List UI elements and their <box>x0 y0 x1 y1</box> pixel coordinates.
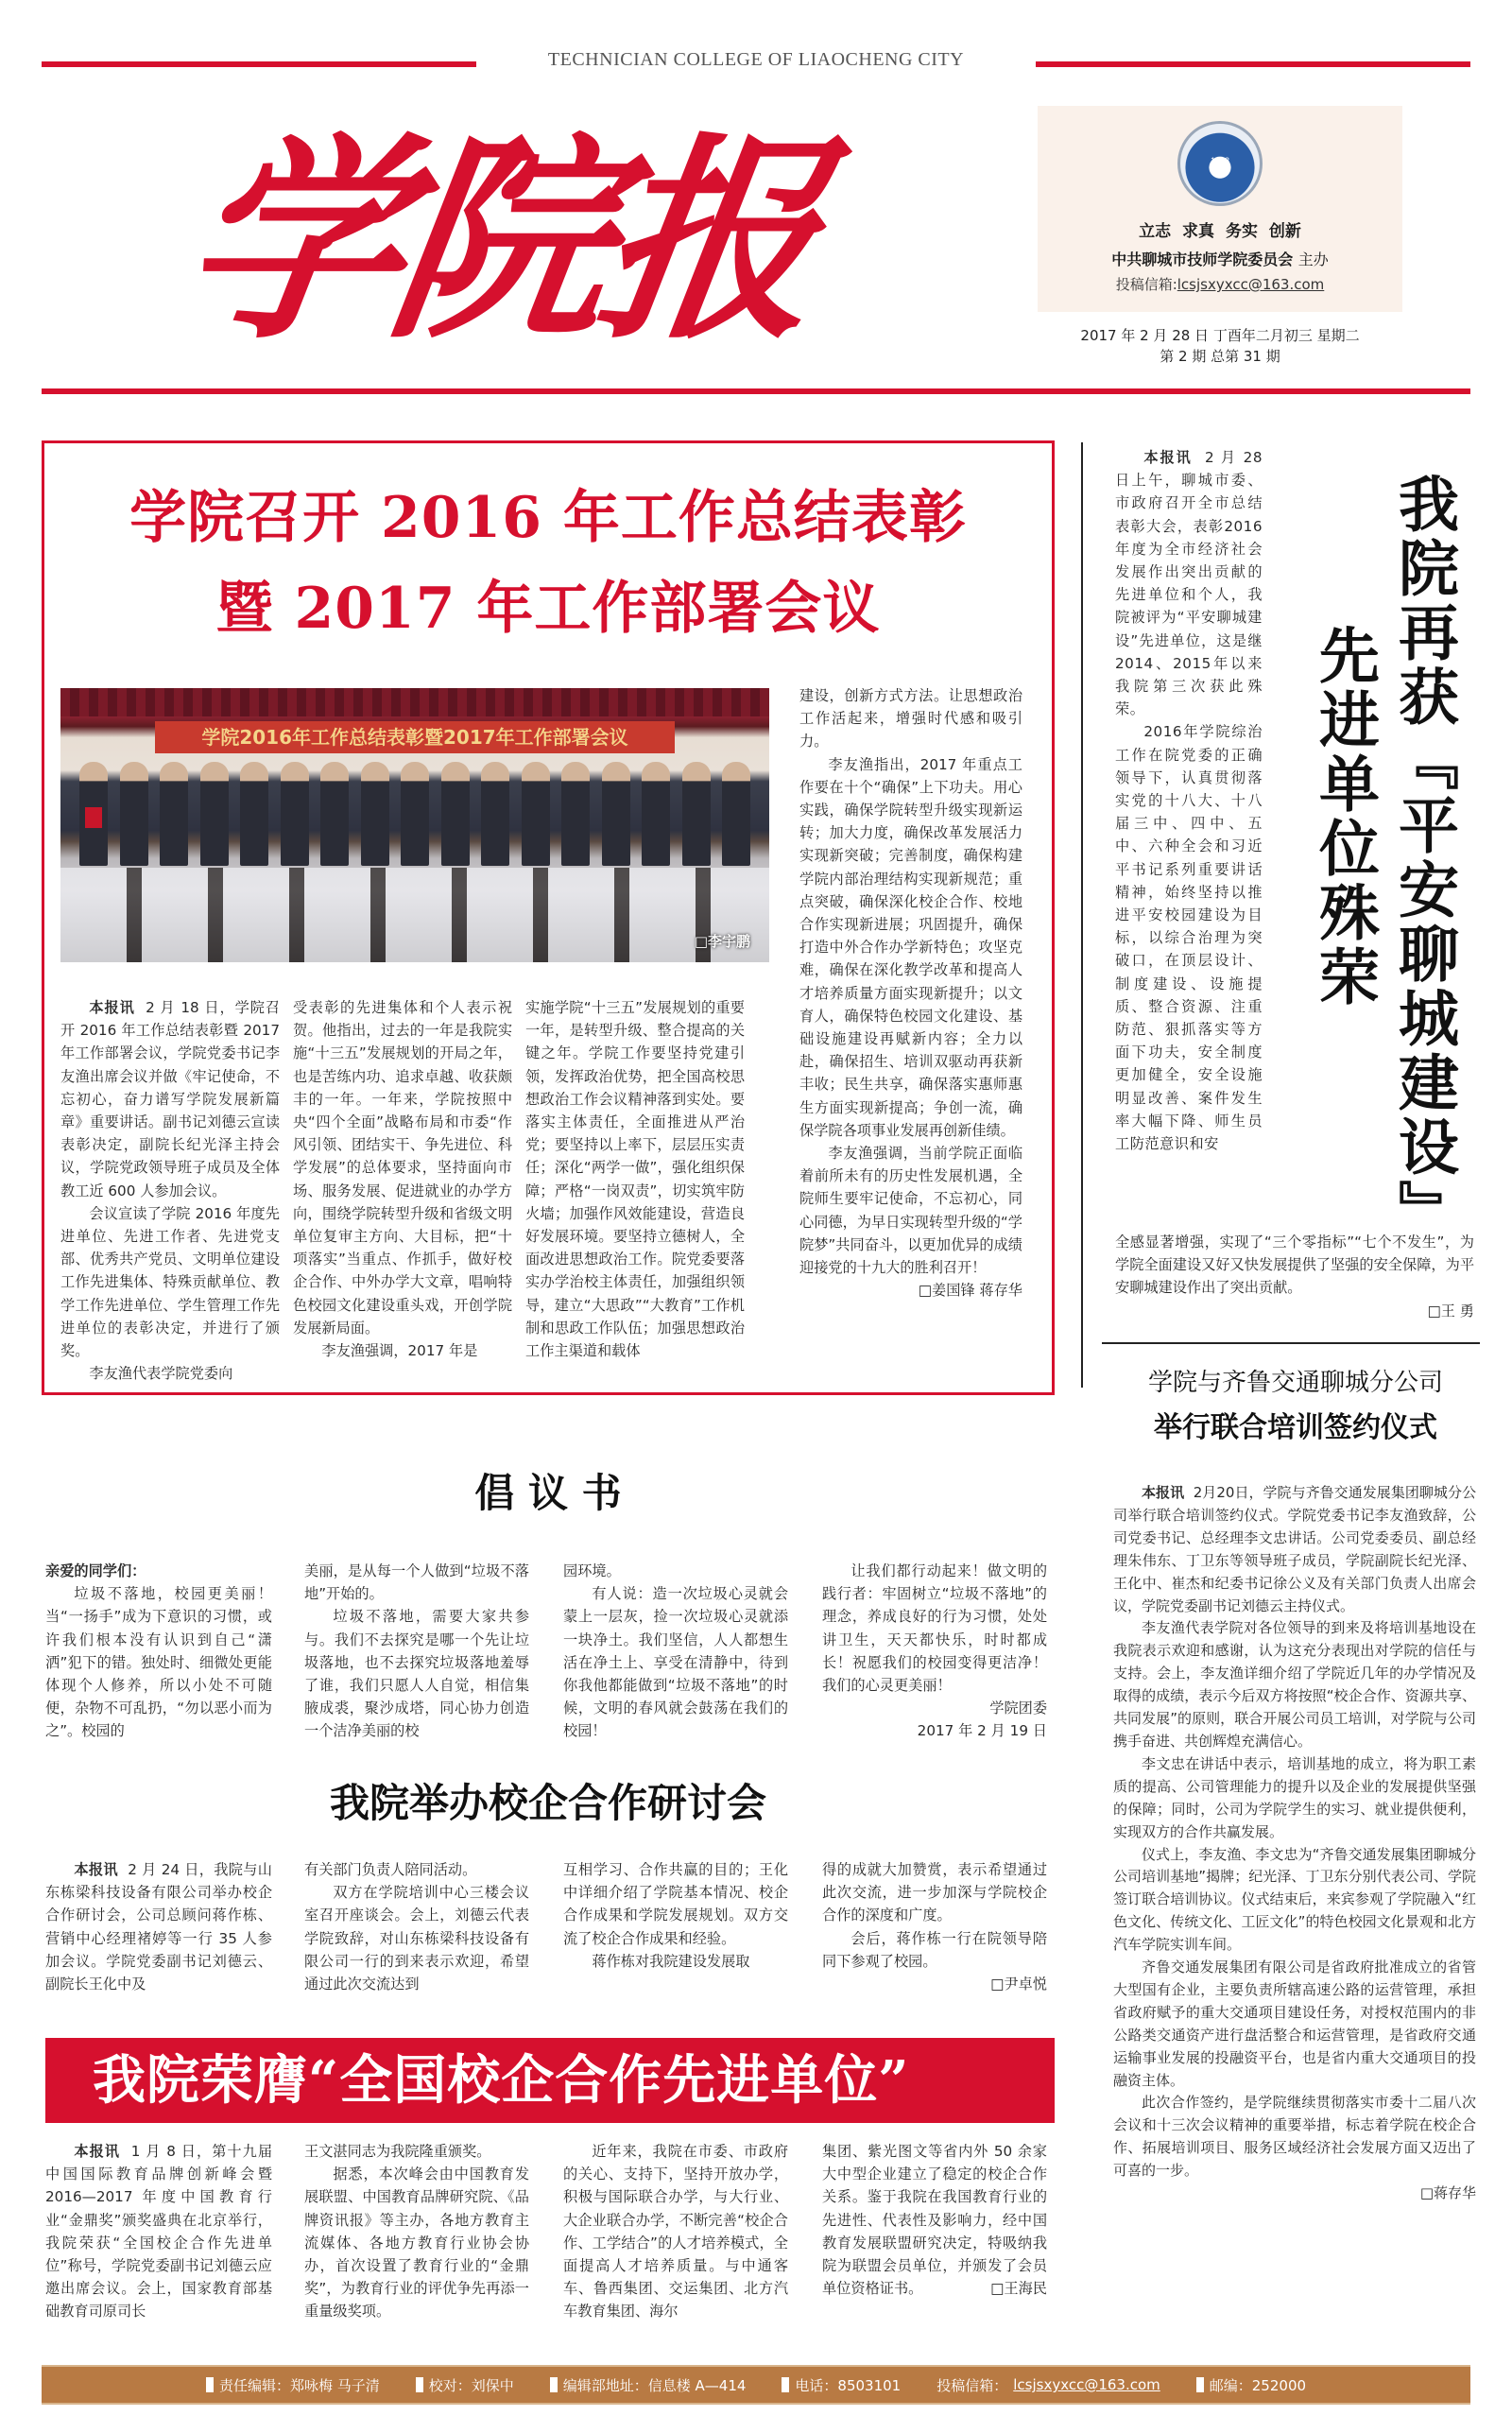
footer-proofreader <box>416 2375 514 2395</box>
masthead-english-name: TECHNICIAN COLLEGE OF LIAOCHENG CITY <box>547 49 965 70</box>
seminar-paragraph: 得的成就大加赞赏，表示希望通过此次交流，进一步加深与学院校企合作的深度和广度。 <box>822 1861 1047 1924</box>
photo-person <box>441 762 470 866</box>
footer-phone-text: 电话：8503101 <box>795 2376 902 2394</box>
proposal-signer: 学院团委 <box>989 1700 1047 1717</box>
sponsor-suffix: 主办 <box>1297 250 1329 268</box>
seminar-paragraph: 互相学习、合作共赢的目的；王化中详细介绍了学院基本情况、校企合作成果和学院发展规划。双方交流了校企合作成果和经验。 <box>563 1861 788 1947</box>
college-seal-icon <box>1177 121 1263 206</box>
photo-person <box>682 762 711 866</box>
award-paragraph <box>45 2140 272 2323</box>
lead-article-paragraph <box>60 996 280 1202</box>
safety-article-text <box>1115 446 1263 1155</box>
proposal-column-4 <box>822 1560 1047 1743</box>
bullet-square-icon <box>206 2377 214 2392</box>
safety-article-byline: □王 勇 <box>1427 1302 1474 1320</box>
safety-paragraph <box>1115 446 1263 720</box>
training-article-text <box>1113 1482 1476 2205</box>
award-column-1 <box>45 2140 272 2323</box>
lead-article-paragraph: 李友渔强调，当前学院正面临着前所未有的历史性发展机遇，全院师生要牢记使命，不忘初心，同心同德，为早日实现转型升级的“学院梦”共同奋斗，以更加优异的成绩迎接党的十九大的胜利召开！ <box>799 1145 1022 1277</box>
footer-address-text: 编辑部地址：信息楼 A—414 <box>562 2376 747 2394</box>
seminar-column-2 <box>304 1858 529 1995</box>
lead-article-column-2 <box>293 996 512 1362</box>
paragraph-text: 2 月 18 日，学院召开 2016 年工作总结表彰暨 2017 年工作部署会议，学院党委书记李友渔出席会议并做《牢记使命，不忘初心，奋力谱写学院发展新篇章》重要讲话。副书记刘德云宣读表彰决定，副院长纪光泽主持会议，学院党政领导班子成员及全体教工近 600 人参加会议。 <box>60 999 280 1199</box>
photo-person <box>160 762 188 866</box>
submission-email-line <box>1038 274 1402 294</box>
lead-article-column-4 <box>799 684 1022 1302</box>
award-column-2 <box>304 2140 529 2323</box>
photo-award-recipients <box>79 762 750 866</box>
safety-paragraph: 2016年学院综治工作在院党委的正确领导下，认真贯彻落实党的十八大、十八届三中、四中、五中、六种全会和习近平书记系列重要讲话精神，始终坚持以推进平安校园建设为目标，以综合治理为突破口，在顶层设计、制度建设、设施提质、整合资源、注重防范、狠抓落实等方面下功夫，安全制度更加健全，安全设施明显改善、案件发生率大幅下降、师生员工防范意识和安 <box>1115 723 1263 1153</box>
bullet-square-icon <box>416 2377 423 2392</box>
right-column-bottom-divider <box>1102 1342 1480 1344</box>
training-title-line-1: 学院与齐鲁交通聊城分公司 <box>1147 1369 1443 1397</box>
seminar-paragraph: 蒋作栋对我院建设发展取 <box>592 1952 750 1970</box>
photo-audience-seats <box>60 868 769 962</box>
photo-person <box>722 762 750 866</box>
award-paragraph: 据悉，本次峰会由中国教育发展联盟、中国教育品牌研究院、《品牌资讯报》等主办，各地方教育主流媒体、各地方教育行业协会协办，首次设置了教育行业的“金鼎奖”，为教育行业的评优争先再添一重量级奖项。 <box>304 2166 529 2321</box>
photo-meeting-banner: 学院2016年工作总结表彰暨2017年工作部署会议 <box>155 721 675 753</box>
masthead-info-box <box>1038 106 1402 312</box>
footer-email-link[interactable]: lcsjsxyxcc@163.com <box>1013 2376 1160 2393</box>
safety-article-title-main: 我院再获『平安聊城建设』 <box>1388 473 1459 1244</box>
right-column-divider <box>1081 442 1083 1388</box>
seminar-column-4 <box>822 1858 1047 1995</box>
lead-article-paragraph: 会议宣读了学院 2016 年度先进单位、先进工作者、先进党支部、优秀共产党员、文明单位建设工作先进集体、特殊贡献单位、教学工作先进单位、学生管理工作先进单位的表彰决定，并进行了颁奖。 <box>60 1204 280 1360</box>
award-paragraph: 王文湛同志为我院隆重颁奖。 <box>304 2143 491 2160</box>
award-paragraph: 近年来，我院在市委、市政府的关心、支持下，坚持开放办学，积极与国际联合办学，与大行业、大企业联合办学，不断完善“校企合作、工学结合”的人才培养模式，全面提高人才培养质量。与中通客车、鲁西集团、交运集团、北方汽车教育集团、海尔 <box>563 2143 788 2321</box>
paragraph-text: 2 月 28 日上午，聊城市委、市政府召开全市总结表彰大会，表彰2016年度为全市经济社会发展作出突出贡献的先进单位和个人，我院被评为“平安聊城建设”先进单位，这是继2014、2015年以来我院第三次获此殊荣。 <box>1115 449 1263 718</box>
email-label: 投稿信箱: <box>1115 276 1177 293</box>
photo-stage-curtain <box>60 688 769 716</box>
proposal-column-2 <box>304 1560 529 1743</box>
seminar-column-1 <box>45 1858 272 1995</box>
photo-person <box>320 762 349 866</box>
logo-title-text: 学院报 <box>168 112 829 369</box>
college-motto: 立志 求真 务实 创新 <box>1139 222 1301 241</box>
proposal-column-3 <box>563 1560 788 1743</box>
proposal-paragraph: 园环境。 <box>563 1562 621 1579</box>
seminar-paragraph <box>45 1858 272 1995</box>
lead-article-paragraph: 李友渔代表学院党委向 <box>89 1365 233 1383</box>
bullet-square-icon <box>550 2377 558 2392</box>
lead-article-paragraph: 李友渔强调，2017 年是 <box>321 1342 478 1360</box>
training-paragraph: 齐鲁交通发展集团有限公司是省政府批准成立的省管大型国有企业，主要负责所辖高速公路的运营管理，承担省政府赋予的重大交通项目建设任务，对授权范围内的非公路类交通资产进行盘活整合和运营管理，是省政府交通运输事业发展的投融资平台，也是省内重大交通项目的投融资主体。 <box>1113 1958 1476 2089</box>
bullet-square-icon <box>782 2377 789 2392</box>
seal-year: 1953 <box>1210 156 1230 165</box>
training-paragraph: 李文忠在讲话中表示，培训基地的成立，将为职工素质的提高、公司管理能力的提升以及企业的发展提供坚强的保障；同时，公司为学院学生的实习、就业提供便利，实现双方的合作共赢发展。 <box>1113 1754 1476 1840</box>
proposal-paragraph: 垃圾不落地，校园更美丽！当“一扬手”成为下意识的习惯，或许我们根本没有认识到自己“潇洒”犯下的错。独处时、细微处更能体现个人修养，所以小处不可随便，杂物不可乱扔，“勿以恶小而为之”。校园的 <box>45 1585 272 1740</box>
paragraph-text: 2 月 24 日，我院与山东栋梁科技设备有限公司举办校企合作研讨会，公司总顾问蒋作栋、营销中心经理褚婷等一行 35 人参加会议。学院党委副书记刘德云、副院长王化中及 <box>45 1861 272 1993</box>
photo-credit: □李宇鹏 <box>694 933 750 950</box>
award-column-4 <box>822 2140 1047 2301</box>
certificate <box>85 807 102 828</box>
lead-article-byline: □姜国锋 蒋存华 <box>918 1282 1022 1300</box>
masthead-top-rule-right <box>1036 61 1470 67</box>
proposal-salutation: 亲爱的同学们： <box>45 1562 146 1579</box>
lead-headline-line-2: 暨 2017 年工作部署会议 <box>215 576 881 642</box>
training-title-line-2: 举行联合培训签约仪式 <box>1154 1411 1437 1444</box>
safety-article-tail <box>1115 1231 1474 1322</box>
sponsor-line <box>1038 248 1402 269</box>
training-paragraph <box>1113 1482 1476 1617</box>
newspaper-logo-title <box>94 85 908 369</box>
award-byline: □王海民 <box>990 2280 1047 2298</box>
proposal-paragraph: 让我们都行动起来！做文明的践行者：牢固树立“垃圾不落地”的理念，养成良好的行为习惯，处处讲卫生，天天都快乐，时时都成长！祝愿我们的校园变得更洁净！我们的心灵更美丽！ <box>822 1562 1047 1695</box>
lead-article-column-3 <box>525 996 745 1362</box>
issue-number: 第 2 期 总第 31 期 <box>1160 348 1280 365</box>
photo-person <box>120 762 148 866</box>
lead-label: 本报讯 <box>74 2143 121 2160</box>
photo-person <box>240 762 268 866</box>
footer-postcode-text: 邮编：252000 <box>1209 2376 1307 2394</box>
meeting-photo <box>60 688 769 962</box>
proposal-column-1 <box>45 1560 272 1743</box>
footer-address <box>550 2375 747 2395</box>
training-paragraph: 仪式上，李友渔、李文忠为“齐鲁交通发展集团聊城分公司培训基地”揭牌；纪光泽、丁卫东分别代表公司、学院签订联合培训协议。仪式结束后，来宾参观了学院融入“红色文化、传统文化、工匠文化”的特色校园文化景观和北方汽车学院实训车间。 <box>1113 1845 1476 1954</box>
photo-person <box>481 762 509 866</box>
photo-person <box>561 762 590 866</box>
lead-article-column-1 <box>60 996 280 1385</box>
issue-date-block <box>1038 325 1402 367</box>
photo-person <box>602 762 630 866</box>
photo-person <box>361 762 389 866</box>
award-title-banner: 我院荣膺“全国校企合作先进单位” <box>45 2038 1055 2123</box>
footer-phone <box>782 2375 901 2395</box>
award-paragraph: 集团、紫光图文等省内外 50 余家大中型企业建立了稳定的校企合作关系。鉴于我院在我国教育行业的先进性、代表性及影响力，经中国教育发展联盟研究决定，特吸纳我院为联盟会员单位，并颁发了会员单位资格证书。 <box>822 2143 1047 2298</box>
masthead-bottom-rule <box>42 388 1470 394</box>
footer-postcode <box>1196 2375 1306 2395</box>
proposal-title: 倡 议 书 <box>474 1470 622 1516</box>
seminar-byline: □尹卓悦 <box>990 1976 1047 1993</box>
footer-email <box>936 2375 1160 2395</box>
proposal-paragraph: 有人说：造一次垃圾心灵就会蒙上一层灰，捡一次垃圾心灵就添一块净土。我们坚信，人人都想生活在净土上、享受在清静中，待到你我他都能做到“垃圾不落地”的时候，文明的春风就会鼓荡在我们的校园！ <box>563 1585 788 1740</box>
paragraph-text: 1 月 8 日，第十九届中国国际教育品牌创新峰会暨 2016—2017 年度中国教育行业“金鼎奖”颁奖盛典在北京举行，我院荣获“全国校企合作先进单位”称号，学院党委副书记刘德云应邀出席会议。会上，国家教育部基础教育司原司长 <box>45 2143 273 2321</box>
lead-article-paragraph: 建设，创新方式方法。让思想政治工作活起来，增强时代感和吸引力。 <box>799 687 1022 751</box>
photo-person <box>522 762 550 866</box>
lead-article-paragraph: 受表彰的先进集体和个人表示祝贺。他指出，过去的一年是我院实施“十三五”发展规划的开局之年，也是苦练内功、追求卓越、收获颇丰的一年。一年来，学院按照中央“四个全面”战略布局和市委“作风引领、团结实干、争先进位、科学发展”的总体要求，坚持面向市场、服务发展、促进就业的办学方向，围绕学院转型升级和省级文明单位复审主方向、大目标，把“十项落实”当重点、作抓手，做好校企合作、中外办学大文章，唱响特色校园文化建设重头戏，开创学院发展新局面。 <box>293 999 512 1337</box>
training-article-byline: □蒋存华 <box>1419 2184 1476 2202</box>
photo-person <box>642 762 670 866</box>
lead-article-headline <box>42 473 1055 654</box>
lead-article-paragraph: 实施学院“十三五”发展规划的重要一年，是转型升级、整合提高的关键之年。学院工作要坚持党建引领，发挥政治优势，把全国高校思想政治工作会议精神落到实处。要落实主体责任，全面推进从严治党；要坚持以上率下，层层压实责任；深化“两学一做”，强化组织保障；严格“一岗双责”，切实筑牢防火墙；加强作风效能建设，营造良好发展环境。要坚持立德树人，全面改进思想政治工作。院党委要落实办学治校主体责任，加强组织领导，建立“大思政”“大教育”工作机制和思政工作队伍；加强思想政治工作主渠道和载体 <box>525 999 745 1360</box>
proposal-paragraph: 美丽，是从每一个人做到“垃圾不落地”开始的。 <box>304 1562 529 1603</box>
bullet-square-icon <box>1196 2377 1204 2392</box>
colophon-footer <box>42 2365 1470 2405</box>
photo-person <box>281 762 309 866</box>
seminar-paragraph: 会后，蒋作栋一行在院领导陪同下参观了校园。 <box>822 1929 1047 1970</box>
footer-editors <box>206 2375 380 2395</box>
paragraph-text: 2月20日，学院与齐鲁交通发展集团聊城分公司举行联合培训签约仪式。学院党委书记李友渔致辞，公司党委书记、总经理李文忠讲话。公司党委委员、副总经理朱伟东、丁卫东等领导班子成员，学院副院长纪光泽、王化中、崔杰和纪委书记徐公义及有关部门负责人出席会议，学院党委副书记刘德云主持仪式。 <box>1113 1484 1476 1614</box>
proposal-paragraph: 垃圾不落地，需要大家共参与。我们不去探究是哪一个先让垃圾落地，也不去探究垃圾落地羞辱了谁，我们只愿人人自觉，相信集腋成裘，聚沙成塔，同心协力创造一个洁净美丽的校 <box>304 1608 529 1740</box>
footer-proofreader-text: 校对：刘保中 <box>428 2376 514 2394</box>
training-paragraph: 此次合作签约，是学院继续贯彻落实市委十二届八次会议和十三次会议精神的重要举措，标志着学院在校企合作、拓展培训项目、服务区域经济社会发展方面又迈出了可喜的一步。 <box>1113 2094 1476 2180</box>
award-column-3 <box>563 2140 788 2323</box>
training-paragraph: 李友渔代表学院对各位领导的到来及将培训基地设在我院表示欢迎和感谢，认为这充分表现出对学院的信任与支持。会上，李友渔详细介绍了学院近几年的办学情况及取得的成绩，表示今后双方将按照“校企合作、资源共享、共同发展”的原则，联合开展公司员工培训，对学院与公司携手奋进、共创辉煌充满信心。 <box>1113 1619 1476 1750</box>
safety-paragraph: 全感显著增强，实现了“三个零指标”“七个不发生”，为学院全面建设又好又快发展提供了坚强的安全保障，为平安聊城建设作出了突出贡献。 <box>1115 1234 1474 1297</box>
lead-headline-line-1: 学院召开 2016 年工作总结表彰 <box>129 485 967 551</box>
footer-email-label: 投稿信箱： <box>936 2376 1008 2394</box>
seminar-paragraph: 双方在学院培训中心三楼会议室召开座谈会。会上，刘德云代表学院致辞，对山东栋梁科技设备有限公司一行的到来表示欢迎，希望通过此次交流达到 <box>304 1884 529 1993</box>
lead-label: 本报讯 <box>1142 1484 1185 1501</box>
safety-article-title-sub: 先进单位殊荣 <box>1309 624 1380 1009</box>
sponsor-name: 中共聊城市技师学院委员会 <box>1111 250 1294 268</box>
email-link[interactable]: lcsjsxyxcc@163.com <box>1177 276 1325 293</box>
photo-person <box>200 762 229 866</box>
photo-person <box>401 762 429 866</box>
issue-date: 2017 年 2 月 28 日 丁酉年二月初三 星期二 <box>1080 327 1360 344</box>
lead-article-paragraph: 李友渔指出，2017 年重点工作要在十个“确保”上下功夫。用心实践，确保学院转型升级实现新运转；加大力度，确保改革发展活力实现新突破；完善制度，确保构建学院内部治理结构实现新规范；重点突破，确保深化校企合作、校地合作实现新进展；巩固提升，确保打造中外合作办学新特色；攻坚克难，确保在深化教学改革和提高人才培养质量方面实现新提升；以文育人，确保特色校园文化建设、基础设施建设再赋新内容；全力以赴，确保招生、培训双驱动再获新丰收；民生共享，确保落实惠师惠生方面实现新提高；争创一流，确保学院各项事业发展再创新佳绩。 <box>799 755 1022 1139</box>
lead-label: 本报讯 <box>89 999 135 1016</box>
seminar-paragraph: 有关部门负责人陪同活动。 <box>304 1861 477 1878</box>
seminar-column-3 <box>563 1858 788 1973</box>
proposal-sign-date: 2017 年 2 月 19 日 <box>917 1722 1047 1740</box>
training-article-title <box>1102 1361 1489 1452</box>
lead-label: 本报讯 <box>74 1861 118 1878</box>
seminar-title: 我院举办校企合作研讨会 <box>329 1780 766 1826</box>
lead-label: 本报讯 <box>1143 449 1193 466</box>
footer-editors-text: 责任编辑：郑咏梅 马子清 <box>218 2376 380 2394</box>
